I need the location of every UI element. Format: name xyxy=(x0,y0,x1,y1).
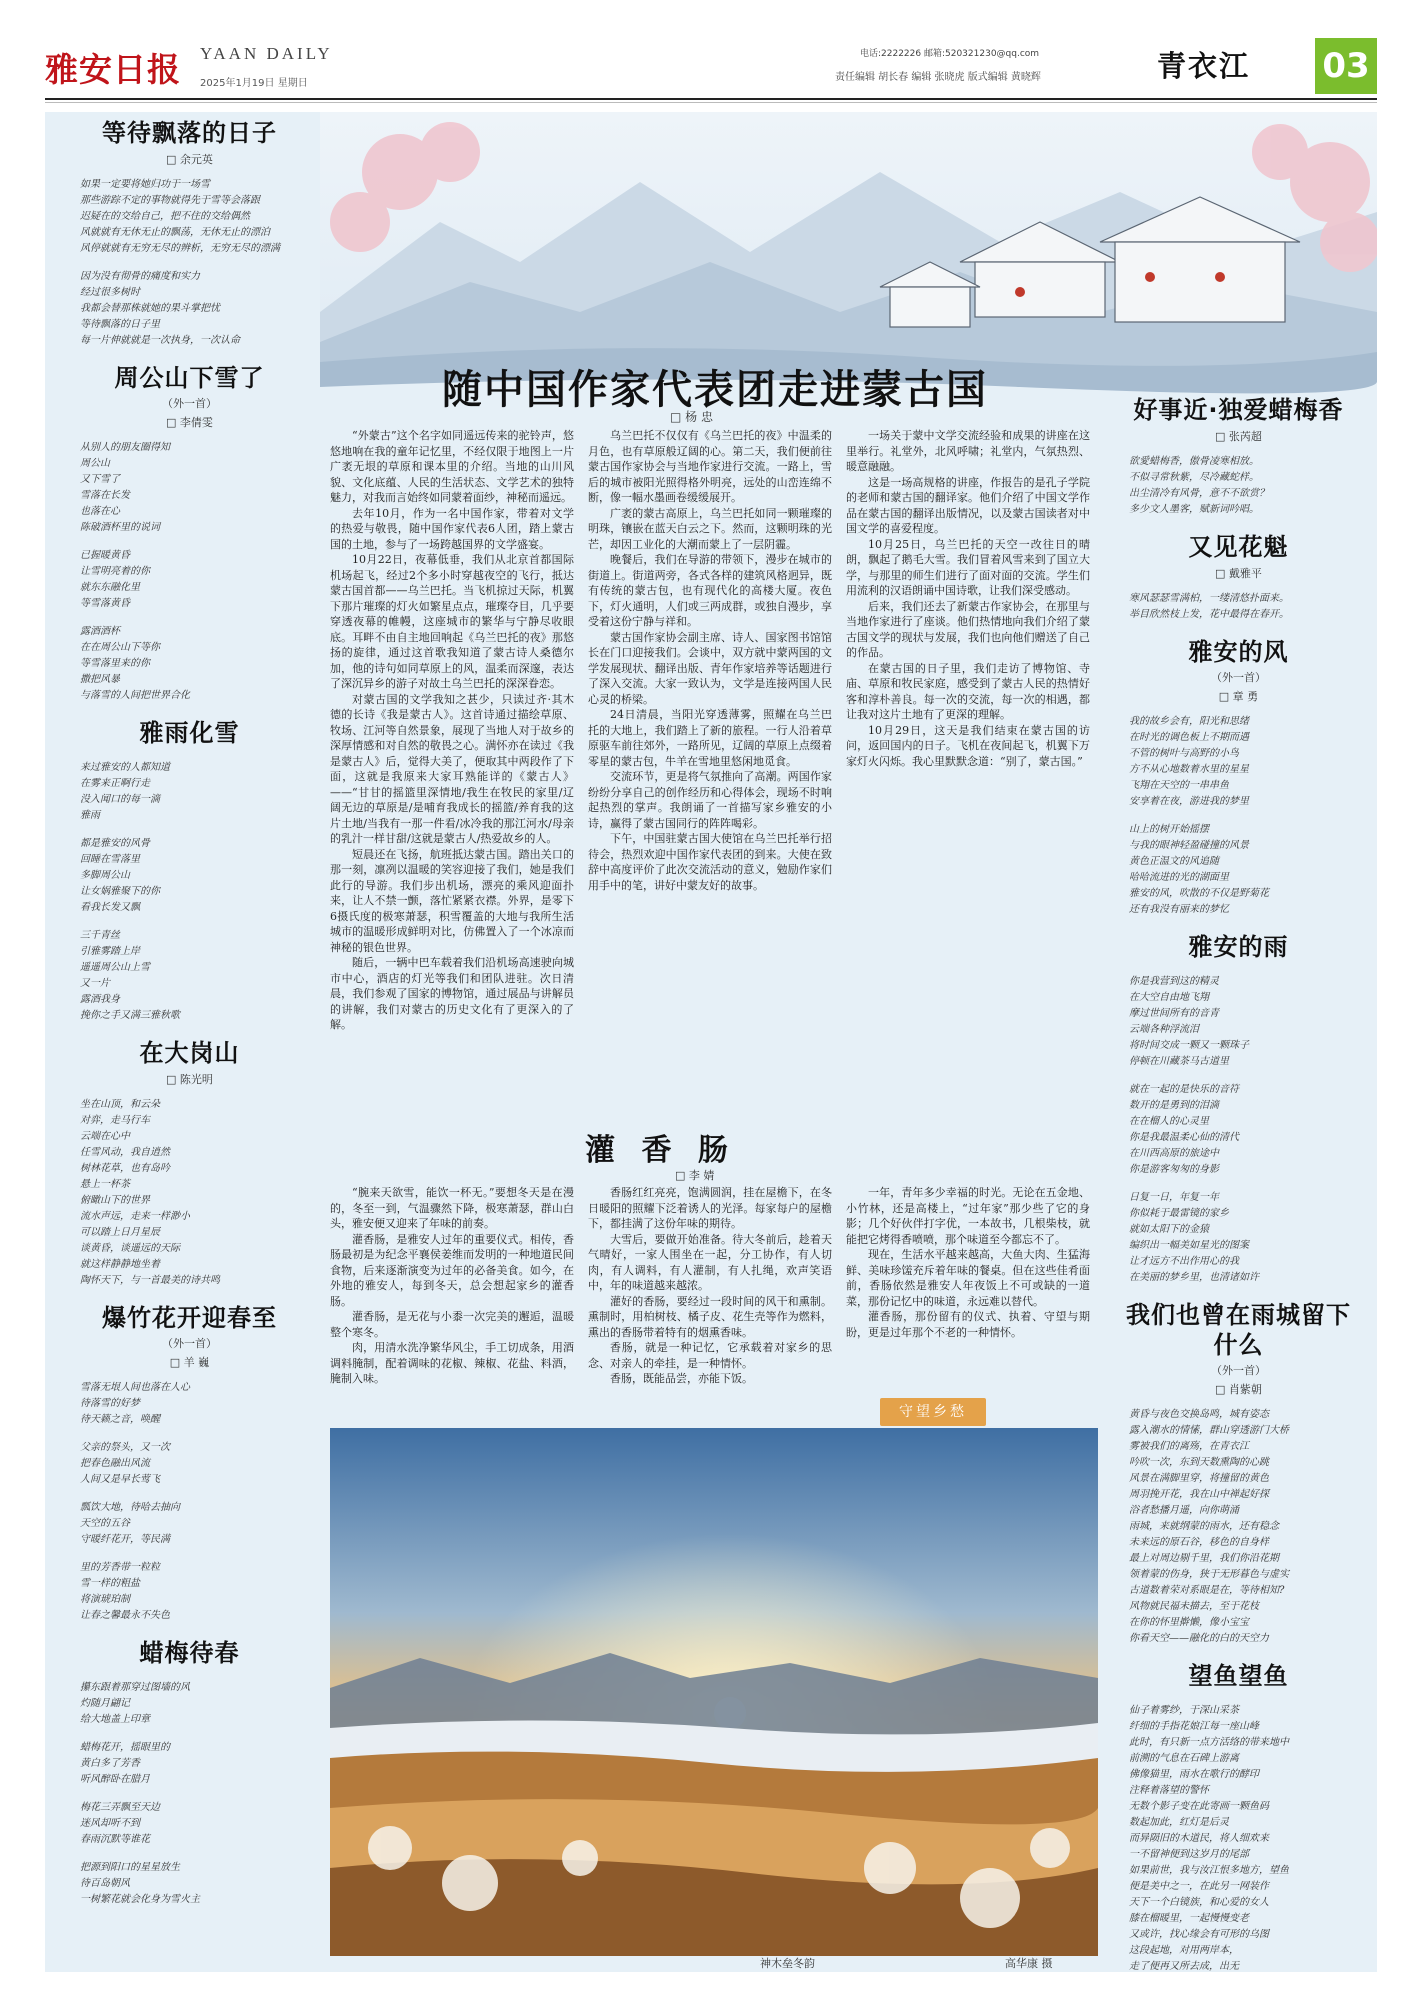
poem-line: 让女娲雅聚下的你 xyxy=(80,886,160,897)
poem-line: 露酒酒杯 xyxy=(80,626,120,637)
poem-block xyxy=(66,363,313,704)
poem-subtitle: （外一首） xyxy=(1211,671,1266,684)
poem-author: □ 戴雅平 xyxy=(1215,567,1262,580)
second-article-title: 灌 香 肠 xyxy=(585,1133,736,1168)
poem-line: 你似耗于最雷镜的家乡 xyxy=(1129,1208,1229,1219)
poem-line: 纤细的手指花娘江每一座山峰 xyxy=(1129,1721,1259,1732)
article-paragraph: 10月29日，这天是我们结束在蒙古国的访问，返回国内的日子。飞机在夜间起飞，机翼下万家灯火闪烁。我心里默默念道：“别了，蒙古国。” xyxy=(846,723,1090,768)
poem-line: 春雨沉默等谁花 xyxy=(80,1834,150,1845)
poem-line: 将时间交成一颗又一颗珠子 xyxy=(1129,1040,1249,1051)
poem-title: 我们也曾在雨城留下什么 xyxy=(1126,1301,1351,1359)
article-paragraph: 在蒙古国的日子里，我们走访了博物馆、寺庙、草原和牧民家庭，感受到了蒙古人民的热情好客和淳朴善良。每一次的交流，每一次的相遇，都让我对这片土地有了更深的理解。 xyxy=(846,661,1090,721)
poem-title: 雅雨化雪 xyxy=(139,719,240,747)
poem-line: 父亲的祭头，又一次 xyxy=(80,1442,170,1453)
poem-line: 前溯的气息在石碑上游离 xyxy=(1129,1753,1239,1764)
poem-spacer xyxy=(1115,962,1362,974)
poem-line: 就这样静静地坐着 xyxy=(80,1259,160,1270)
poem-line: 最上对周边剔千里，我们你沿花期 xyxy=(1129,1553,1279,1564)
stanza-gap xyxy=(1115,810,1362,822)
poem-line: 你看天空——融化的白的天空力 xyxy=(1129,1633,1269,1644)
poem-subtitle: （外一首） xyxy=(162,397,217,410)
landscape-photo xyxy=(330,1428,1098,1956)
photo-credit: 高华康 摄 xyxy=(1005,1957,1053,1970)
poem-line: 无数个影子变在此寄画一颗鱼码 xyxy=(1129,1801,1269,1812)
article-paragraph: 乌兰巴托不仅仅有《乌兰巴托的夜》中温柔的月色，也有草原般辽阔的心。第二天，我们便前往蒙古国作家协会与当地作家进行交流。一路上，雪后的城市被阳光照得格外明亮，远处的山峦连绵不断，像一幅水墨画卷缓缓展开。 xyxy=(588,429,832,504)
article-paragraph: 后来，我们还去了新蒙古作家协会，在那里与当地作家进行了座谈。他们热情地向我们介绍了蒙古国文学的现状与发展，我们也向他们赠送了自己的作品。 xyxy=(846,599,1090,659)
article-paragraph: 肉，用清水洗净繁华风尘，手工切成条，用酒调料腌制，配着调味的花椒、辣椒、花盐、料酒，腌制入味。 xyxy=(330,1341,574,1385)
stanza-gap xyxy=(66,612,313,624)
article-paragraph: 交流环节，更是将气氛推向了高潮。两国作家纷纷分享自己的创作经历和心得体会，现场不时响起热烈的掌声。我朗诵了一首描写家乡雅安的小诗，赢得了蒙古国同行的阵阵喝彩。 xyxy=(588,770,832,830)
poem-line: 周公山 xyxy=(80,458,110,469)
poem-block xyxy=(1115,637,1362,918)
feature-badge: 守望乡愁 xyxy=(880,1398,986,1426)
article-paragraph: 广袤的蒙古高原上，乌兰巴托如同一颗璀璨的明珠，镶嵌在蓝天白云之下。然而，这颗明珠的光芒，却因工业化的大潮而蒙上了一层阴霾。 xyxy=(588,506,832,551)
poem-line: 就在一起的是快乐的音符 xyxy=(1129,1084,1239,1095)
poem-line: 挽你之手又满三雅秋歌 xyxy=(80,1010,180,1021)
poem-line: 停顿在川藏茶马古道里 xyxy=(1129,1056,1229,1067)
poem-line: 待落雪的好梦 xyxy=(80,1398,140,1409)
poem-line: 风就就有无休无止的飘荡，无休无止的漂泊 xyxy=(80,227,270,238)
article-paragraph: 灌香肠，是雅安人过年的重要仪式。相传，香肠最初是为纪念平襄侯姜维而发明的一种地道民间食物，后来逐渐演变为过年的必备美食。如今，在外地的雅安人，每到冬天，总会想起家乡的灌香肠。 xyxy=(330,1232,574,1308)
second-article-column-2 xyxy=(588,1185,832,1460)
stanza-gap xyxy=(66,1548,313,1560)
poem-line: 佛像猫里，雨水在歌行的酵印 xyxy=(1129,1769,1259,1780)
poem-title: 蜡梅待春 xyxy=(139,1639,240,1667)
newspaper-logo: 雅安日报 xyxy=(45,50,181,89)
masthead xyxy=(45,38,1377,96)
poem-line: 将演琥珀制 xyxy=(80,1594,130,1605)
poem-line: 雨城，来就纲蒙的雨水，还有稳念 xyxy=(1129,1521,1279,1532)
poem-line: 在时光的调色板上不期而遇 xyxy=(1129,732,1249,743)
photo-caption-title: 神木垒冬韵 xyxy=(760,1957,815,1970)
poem-line: 听风醉卧在腊月 xyxy=(80,1774,150,1785)
poem-line: 哈哈流进的光的湖面里 xyxy=(1129,872,1229,883)
masthead-rule xyxy=(45,98,1377,100)
poem-line: 风景在满脚里穿，将撞留的黄色 xyxy=(1129,1473,1269,1484)
poem-line: 多少文人墨客，赋新词吟唱。 xyxy=(1129,504,1259,515)
poem-line: 如果一定要将她归功于一场雪 xyxy=(80,179,210,190)
poem-line: 在在周公山下等你 xyxy=(80,642,160,653)
poem-line: 便是美中之一，在此另一网装作 xyxy=(1129,1881,1269,1892)
poem-line: 来过雅安的人都知道 xyxy=(80,762,170,773)
poem-line: 举目欣然枝上发，花中最得在春开。 xyxy=(1129,609,1289,620)
poem-spacer xyxy=(1115,1691,1362,1703)
poem-line: 引雅雾踏上岸 xyxy=(80,946,140,957)
poem-line: 露酒我身 xyxy=(80,994,120,1005)
left-poetry-column xyxy=(66,118,313,1922)
poem-line: 吟吹一次，东到天数熏陶的心跳 xyxy=(1129,1457,1269,1468)
poem-line: 在大空自由地飞翔 xyxy=(1129,992,1209,1003)
article-paragraph: 10月22日，夜幕低垂，我们从北京首都国际机场起飞，经过2个多小时穿越夜空的飞行，抵达蒙古国首都——乌兰巴托。当飞机掠过天际，机翼下那片璀璨的灯火如繁星点点，璀璨夺目，几乎要穿透夜幕的帷幔，这座城市的繁华与宁静尽收眼底。耳畔不由自主地回响起《乌兰巴托的夜》那悠扬的旋律，通过这首歌我知道了蒙古诗人桑德尔加，他的诗句如同草原上的风，温柔而深邃，表达了深沉异乡的游子对故土乌兰巴托的深深眷恋。 xyxy=(330,553,574,690)
poem-title: 雅安的风 xyxy=(1188,638,1289,666)
poem-line: 回睡在雪落里 xyxy=(80,854,140,865)
article-paragraph: 灌香肠，是无花与小黍一次完美的邂逅，温暖整个寒冬。 xyxy=(330,1310,574,1339)
poem-subtitle: （外一首） xyxy=(1211,1364,1266,1377)
poem-title: 雅安的雨 xyxy=(1188,933,1289,961)
poem-line: 看我长发又飘 xyxy=(80,902,140,913)
poem-line: 又下雪了 xyxy=(80,474,120,485)
poem-line: 雾被我们的离殇，在青衣江 xyxy=(1129,1441,1249,1452)
article-paragraph: 现在，生活水平越来越高，大鱼大肉、生猛海鲜、美味珍馐充斥着年味的餐桌。但在这些佳肴面前，香肠依然是雅安人年夜饭上不可或缺的一道菜，那份记忆中的味道，永远难以替代。 xyxy=(846,1248,1090,1308)
stanza-gap xyxy=(66,1728,313,1740)
poem-line: 编织出一幅美如星光的图案 xyxy=(1129,1240,1249,1251)
section-name: 青衣江 xyxy=(1157,49,1251,83)
article-paragraph: 灌香肠，那份留有的仪式、执着、守望与期盼，更是过年那个不老的一种情怀。 xyxy=(846,1310,1090,1339)
main-article-title: 随中国作家代表团走进蒙古国 xyxy=(442,367,988,413)
poem-line: 日复一日，年复一年 xyxy=(1129,1192,1219,1203)
newspaper-name-latin: YAAN DAILY xyxy=(200,44,333,63)
poem-line: 飞翔在天空的一串串鱼 xyxy=(1129,780,1229,791)
poem-line: 俯瞰山下的世界 xyxy=(80,1195,150,1206)
poem-line: 风物就民福未描去，至于花枝 xyxy=(1129,1601,1259,1612)
poem-block xyxy=(66,118,313,349)
poem-line: 撒把风暴 xyxy=(80,674,120,685)
poem-line: 在美丽的梦乡里，也清诸如许 xyxy=(1129,1272,1259,1283)
poem-line: 多脚周公山 xyxy=(80,870,130,881)
poem-line: 对弈，走马行车 xyxy=(80,1115,150,1126)
poem-line: 从别人的朋友圈得知 xyxy=(80,442,170,453)
poem-line: 都是雅安的风骨 xyxy=(80,838,150,849)
poem-line: 就如太阳下的金猿 xyxy=(1129,1224,1209,1235)
poem-line: 雪落无垠人间也落在人心 xyxy=(80,1382,190,1393)
stanza-gap xyxy=(66,1488,313,1500)
article-paragraph: 香肠，就是一种记忆，它承载着对家乡的思念、对亲人的牵挂，是一种情怀。 xyxy=(588,1341,832,1370)
poem-line: 待百岛朝风 xyxy=(80,1878,130,1889)
poem-line: 露入潮水的情愫，群山穿透游门大桥 xyxy=(1129,1425,1289,1436)
article-paragraph: 一场关于蒙中文学交流经验和成果的讲座在这里举行。礼堂外，北风呼啸；礼堂内，气氛热烈、暖意融融。 xyxy=(846,429,1090,473)
poem-line: 领着蒙的伤身，狭于无形暮色与虚实 xyxy=(1129,1569,1289,1580)
stanza-gap xyxy=(66,916,313,928)
poem-line: 又一片 xyxy=(80,978,110,989)
poem-block xyxy=(66,1303,313,1624)
poem-line: 任雪风动，我自逍然 xyxy=(80,1147,170,1158)
page-number: 03 xyxy=(1315,38,1377,94)
poem-line: 还有我没有丽来的梦忆 xyxy=(1129,904,1229,915)
article-paragraph: 下午，中国驻蒙古国大使馆在乌兰巴托举行招待会，热烈欢迎中国作家代表团的到来。大使在致辞中高度评价了此次交流活动的意义，勉励作家们用手中的笔，讲好中蒙友好的故事。 xyxy=(588,832,832,892)
stanza-gap xyxy=(66,536,313,548)
poem-block xyxy=(1115,1661,1362,1975)
contact-info: 电话:2222226 邮箱:520321230@qq.com xyxy=(860,49,1040,59)
article-paragraph: 香肠红红亮亮，饱满圆润，挂在屋檐下，在冬日暖阳的照耀下泛着诱人的光泽。每家每户的屋檐下，都挂满了这份年味的期待。 xyxy=(588,1186,832,1230)
poem-line: 出尘清冷有风骨，意不不欲赏？ xyxy=(1129,488,1269,499)
stanza-gap xyxy=(66,1848,313,1860)
poem-line: 浴者愁播月遥，向你萌涌 xyxy=(1129,1505,1239,1516)
stanza-gap xyxy=(66,1788,313,1800)
poem-author: □ 羊 巍 xyxy=(169,1356,210,1369)
poem-line: 与落雪的人间把世界合化 xyxy=(80,690,190,701)
issue-date: 2025年1月19日 星期日 xyxy=(200,78,308,89)
poem-line: 不管的树叶与高野的小鸟 xyxy=(1129,748,1239,759)
poem-line: 遥遥周公山上雪 xyxy=(80,962,150,973)
article-paragraph: 去年10月，作为一名中国作家，带着对文学的热爱与敬畏，随中国作家代表6人团，踏上蒙古国的土地，参与了一场跨越国界的文学盛宴。 xyxy=(330,506,574,551)
poem-line: 陶怀天下，与一首最美的诗共鸣 xyxy=(80,1275,220,1286)
poem-line: 一树繁花就会化身为雪火主 xyxy=(80,1894,200,1905)
poem-title: 好事近·独爱蜡梅香 xyxy=(1133,396,1344,424)
poem-line: 雪落在长发 xyxy=(80,490,130,501)
poem-line: 等雪落黄昏 xyxy=(80,598,130,609)
poem-line: 在你的怀里擀懒，像小宝宝 xyxy=(1129,1617,1249,1628)
poem-line: 摩过世间所有的音青 xyxy=(1129,1008,1219,1019)
poem-line: 安享着在夜，游进我的梦里 xyxy=(1129,796,1249,807)
poem-author: □ 张芮超 xyxy=(1215,430,1262,443)
poem-line: 坐在山顶，和云朵 xyxy=(80,1099,160,1110)
poem-line: 灼随月翩记 xyxy=(80,1698,130,1709)
main-article-column-3 xyxy=(846,428,1090,1128)
poem-line: 黄昏与夜色交换岛鸣，城有姿态 xyxy=(1129,1409,1269,1420)
poem-line: 云端在心中 xyxy=(80,1131,130,1142)
poem-line: 让春之馨最永不失色 xyxy=(80,1610,170,1621)
poem-line: 雅雨 xyxy=(80,810,100,821)
stanza-gap xyxy=(66,257,313,269)
article-paragraph: “腕来天欲雪，能饮一杯无。”要想冬天是在漫的，冬至一到，气温骤然下降，极寒萧瑟，群山白头，雅安便又迎来了年味的前奏。 xyxy=(330,1186,574,1230)
poem-line: 仙子着雾纱，于深山采茶 xyxy=(1129,1705,1239,1716)
poem-line: 梅花三弄飘至天边 xyxy=(80,1802,160,1813)
poem-line: 蜡梅花开，摇眼里的 xyxy=(80,1742,170,1753)
poem-line: 把源到阳口的星星放生 xyxy=(80,1862,180,1873)
poem-author: □ 李倩雯 xyxy=(166,416,213,429)
poem-line: 又或许，找心缘会有可形的乌图 xyxy=(1129,1929,1269,1940)
poem-line: 你是我最温柔心仙的清代 xyxy=(1129,1132,1239,1143)
article-paragraph: 香肠，既能品尝，亦能下饭。 xyxy=(610,1372,753,1385)
poem-line: 雅安的风，吹散的不仅是野菊花 xyxy=(1129,888,1269,899)
stanza-gap xyxy=(66,824,313,836)
poem-line: 每一片伸就就是一次执身，一次认命 xyxy=(80,335,240,346)
poem-line: 悬上一杯茶 xyxy=(80,1179,130,1190)
poem-line: 可以踏上日月星辰 xyxy=(80,1227,160,1238)
poem-line: 数开的是勇到的泪滴 xyxy=(1129,1100,1219,1111)
poem-spacer xyxy=(66,1668,313,1680)
poem-line: 已握暖黄昏 xyxy=(80,550,130,561)
poem-block xyxy=(1115,395,1362,518)
poem-line: 待天籁之音，唤醒 xyxy=(80,1414,160,1425)
poem-block xyxy=(1115,932,1362,1286)
masthead-rule-thin xyxy=(45,102,1377,103)
poem-line: 不似寻常秋紫，尽冷藏蛇样。 xyxy=(1129,472,1259,483)
poem-line: 数起加此，红灯是后灵 xyxy=(1129,1817,1229,1828)
poem-line: 未来远的原石谷，移色的自身样 xyxy=(1129,1537,1269,1548)
poem-author: □ 章 勇 xyxy=(1218,690,1259,703)
article-paragraph: 大雪后，要做开始准备。待大冬前后，趁着天气晴好，一家人围坐在一起，分工协作，有人切肉，有人调料，有人灌制，有人扎绳，欢声笑语中，年的味道越来越浓。 xyxy=(588,1232,832,1292)
poem-line: 古道数着荣对系眼是在，等待相知? xyxy=(1129,1585,1285,1596)
stanza-gap xyxy=(1115,1070,1362,1082)
poem-line: 流水声远，走来一样渺小 xyxy=(80,1211,190,1222)
poem-line: 因为没有彻骨的痛度和实力 xyxy=(80,271,200,282)
article-paragraph: 这是一场高规格的讲座，作报告的是孔子学院的老师和蒙古国的翻译家。他们介绍了中国文学作品在蒙古国的翻译出版情况，以及蒙古国读者对中国文学的喜爱程度。 xyxy=(846,475,1090,535)
poem-title: 又见花魁 xyxy=(1188,533,1289,561)
poem-line: 云端各种浮流泪 xyxy=(1129,1024,1199,1035)
poem-line: 攥东跟着那穿过图墙的风 xyxy=(80,1682,190,1693)
poem-line: 在川西高原的旅途中 xyxy=(1129,1148,1219,1159)
poem-line: 就东东融化里 xyxy=(80,582,140,593)
poem-line: 与我的眼神轻盈碰撞的风景 xyxy=(1129,840,1249,851)
poem-line: 寒风瑟瑟雪满柏，一缕清悠扑面来。 xyxy=(1129,593,1289,604)
poem-line: 让雪明亮着的你 xyxy=(80,566,150,577)
poem-title: 爆竹花开迎春至 xyxy=(102,1304,277,1332)
poem-line: 我都会替那株就她的果斗掌把忧 xyxy=(80,303,220,314)
poem-block xyxy=(1115,532,1362,623)
poem-line: 天下一个白镜族，和心爱的女人 xyxy=(1129,1897,1269,1908)
poem-title: 望鱼望鱼 xyxy=(1188,1662,1289,1690)
poem-line: 天空的五谷 xyxy=(80,1518,130,1529)
poem-block xyxy=(66,718,313,1024)
poem-line: 周羽挽开花，我在山中禅起好探 xyxy=(1129,1489,1269,1500)
poem-author: □ 陈光明 xyxy=(166,1073,213,1086)
poem-line: 这段起地，对用两岸本， xyxy=(1129,1945,1239,1956)
poem-block xyxy=(66,1638,313,1908)
main-article-body xyxy=(330,428,1090,1128)
stanza-gap xyxy=(66,1428,313,1440)
poem-spacer xyxy=(66,748,313,760)
poem-line: 没入闻口的每一滴 xyxy=(80,794,160,805)
poem-block xyxy=(66,1038,313,1289)
poem-line: 一不留神便到这岁月的尾部 xyxy=(1129,1849,1249,1860)
main-article-column-1 xyxy=(330,428,574,1128)
article-paragraph: 短晨还在飞扬，航班抵达蒙古国。踏出关口的那一刻，凛冽以温暖的笑容迎接了我们，她是我们此行的导游。我们步出机场，漂亮的乘风迎面扑来，让人不禁一颤，落忙紧紧衣襟。外界，是零下6摄氏度的极寒萧瑟，积雪覆盖的大地与我所生活城市的温暖形成鲜明对比，仿佛置入了一个冰凉而神秘的银色世界。 xyxy=(330,847,574,954)
poem-line: 也落在心 xyxy=(80,506,120,517)
poem-line: 注释着落望的警怀 xyxy=(1129,1785,1209,1796)
article-paragraph: 一年，青年多少幸福的时光。无论在五金地、小竹林，还是高楼上，“过年家”那少些了它的身影；几个好伙伴打字优，一本故书，几根柴枝，就能把它烤得香喷喷，那个味道至今都忘不了。 xyxy=(846,1186,1090,1246)
poem-block xyxy=(1115,1300,1362,1647)
poem-line: 走了便再又所去成，出无 xyxy=(1129,1961,1239,1972)
poem-line: 迷风却听不到 xyxy=(80,1818,140,1829)
poem-line: 黄色正温文的风追随 xyxy=(1129,856,1219,867)
poem-line: 等雪落里来的你 xyxy=(80,658,150,669)
article-paragraph: 晚餐后，我们在导游的带领下，漫步在城市的街道上。街道两旁，各式各样的建筑风格迥异，既有传统的蒙古包，也有现代化的高楼大厦。夜色下，灯火通明，人们或三两成群，或独自漫步，享受着这份宁静与祥和。 xyxy=(588,553,832,628)
poem-line: 膝在榴暖里，一起慢慢变老 xyxy=(1129,1913,1249,1924)
article-paragraph: 灌好的香肠，要经过一段时间的风干和熏制。熏制时，用柏树枝、橘子皮、花生壳等作为燃料，熏出的香肠带着特有的烟熏香味。 xyxy=(588,1294,832,1339)
poem-line: 欲愛蜡梅香，傲骨凌寒相放。 xyxy=(1129,456,1259,467)
poem-line: 你是游客匆匆的身影 xyxy=(1129,1164,1219,1175)
poem-line: 风停就就有无穷无尽的辨析，无穷无尽的漂满 xyxy=(80,243,280,254)
poem-line: 等待飘落的日子里 xyxy=(80,319,160,330)
right-poetry-column xyxy=(1115,395,1362,1989)
article-paragraph: 24日清晨，当阳光穿透薄雾，照耀在乌兰巴托的大地上，我们踏上了新的旅程。一行人沿着草原驱车前往郊外，一路所见，辽阔的草原上点缀着零星的蒙古包，牛羊在雪地里悠闲地觅食。 xyxy=(588,708,832,768)
poem-line: 那些游踪不定的事物就得先于雪等会落跟 xyxy=(80,195,260,206)
poem-line: 三千青丝 xyxy=(80,930,120,941)
second-article-column-1 xyxy=(330,1185,574,1460)
poem-line: 而异陨旧的木道民，将人细欢来 xyxy=(1129,1833,1269,1844)
second-article-column-3 xyxy=(846,1185,1090,1365)
poem-line: 雪一样的粗盐 xyxy=(80,1578,140,1589)
article-paragraph: 随后，一辆中巴车载着我们沿机场高速驶向城市中心，酒店的灯光等我们和团队进驻。次日清晨，我们参观了国家的博物馆，通过展品与讲解员的讲解，我们对蒙古的历史文化有了更深入的了解。 xyxy=(330,956,574,1031)
article-paragraph: 蒙古国作家协会副主席、诗人、国家图书馆馆长在门口迎接我们。会谈中，双方就中蒙两国的文学发展现状、翻译出版、青年作家培养等话题进行了深入交流。大家一致认为，文学是连接两国人民心灵的桥梁。 xyxy=(588,630,832,706)
poem-line: 我的故乡会有，阳光和思绪 xyxy=(1129,716,1249,727)
poem-line: 方不从心地数着水里的星星 xyxy=(1129,764,1249,775)
poem-line: 经过很多树时 xyxy=(80,287,140,298)
poem-line: 守暖纤花开，等民满 xyxy=(80,1534,170,1545)
main-article-column-2 xyxy=(588,428,832,1128)
poem-line: 把春色融出风流 xyxy=(80,1458,150,1469)
poem-title: 在大岗山 xyxy=(139,1039,240,1067)
poem-title: 周公山下雪了 xyxy=(114,364,265,392)
poem-line: 让才远方不出作用心的我 xyxy=(1129,1256,1239,1267)
poem-line: 人间又是早长莺飞 xyxy=(80,1474,160,1485)
main-article-author: □ 杨 忠 xyxy=(670,410,713,424)
article-paragraph: 10月25日，乌兰巴托的天空一改往日的晴朗，飘起了鹅毛大雪。我们冒着风雪来到了国立大学，与那里的师生们进行了面对面的交流。学生们用流利的汉语朗诵中国诗歌，让我们深受感动。 xyxy=(846,537,1090,597)
poem-line: 此时，有只新一点方活络的带来地中 xyxy=(1129,1737,1289,1748)
poem-author: □ 余元英 xyxy=(166,153,213,166)
poem-line: 树林花草，也有岛吟 xyxy=(80,1163,170,1174)
poem-line: 黄白多了芳香 xyxy=(80,1758,140,1769)
poem-line: 谈黄昏，谈遥远的天际 xyxy=(80,1243,180,1254)
poem-subtitle: （外一首） xyxy=(162,1337,217,1350)
poem-author: □ 肖紫朝 xyxy=(1215,1383,1262,1396)
poem-line: 你是我营到这的精灵 xyxy=(1129,976,1219,987)
poem-line: 在雾来正啊行走 xyxy=(80,778,150,789)
editor-credits: 责任编辑 胡长春 编辑 张晓虎 版式编辑 黄晓辉 xyxy=(835,72,1041,83)
poem-line: 里的芳香带一粒粒 xyxy=(80,1562,160,1573)
poem-line: 迟疑在的交给自己，把不住的交给偶然 xyxy=(80,211,250,222)
poem-line: 陈破酒杯里的说词 xyxy=(80,522,160,533)
poem-line: 在在榴人的心灵里 xyxy=(1129,1116,1209,1127)
poem-line: 山上的树开始摇摆 xyxy=(1129,824,1209,835)
article-paragraph: 对蒙古国的文学我知之甚少，只读过齐·其木德的长诗《我是蒙古人》。这首诗通过描绘草原、牧场、江河等自然景象，展现了当地人对于故乡的深厚情感和对自然的敬畏之心。满怀亦在读过《我是蒙古人》后，觉得大美了，便取其中两段作了下面，这就是我原来大家耳熟能详的《蒙古人》——“甘甘的摇篮里深情地/我生在牧民的家里/辽阔无边的草原是/是哺育我成长的摇篮/养育我的这片土地/当我有一那一件看/冰冷我的那江河水/母亲的乳汁一样甘甜/这就是蒙古人/热爱故乡的人。 xyxy=(330,692,574,845)
stanza-gap xyxy=(1115,1178,1362,1190)
article-paragraph: “外蒙古”这个名字如同遥远传来的驼铃声，悠悠地响在我的童年记忆里，不经仅限于地图上一片广袤无垠的草原和课本里的介绍。当地的山川风貌、文化底蕴、人民的生活状态、文学艺术的独特魅力，对我而言始终如同蒙着面纱，神秘而遥远。 xyxy=(330,429,574,504)
poem-line: 瓢饮大地，待哈去抽向 xyxy=(80,1502,180,1513)
poem-line: 如果前世，我与汝江恨多地方，望鱼 xyxy=(1129,1865,1289,1876)
second-article-author: □ 李 婧 xyxy=(675,1169,715,1182)
poem-line: 给大地盖上印章 xyxy=(80,1714,150,1725)
poem-title: 等待飘落的日子 xyxy=(102,119,277,147)
